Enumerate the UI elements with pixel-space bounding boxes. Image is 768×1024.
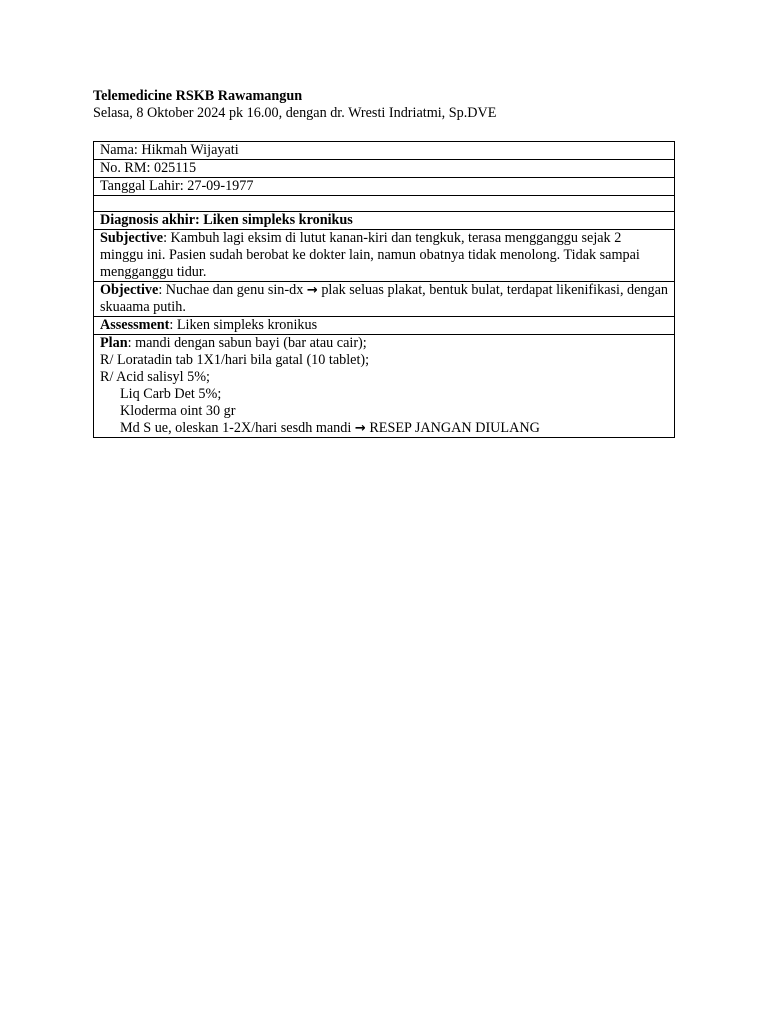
document-title: Telemedicine RSKB Rawamangun	[93, 88, 303, 104]
prescription-line: R/ Acid salisyl 5%;	[100, 369, 210, 385]
table-row	[94, 142, 675, 160]
objective-text-2: plak seluas plakat, bentuk bulat, terdapat likenifikasi, dengan skuaama putih.	[100, 282, 669, 315]
empty-row	[94, 196, 675, 212]
instruction-note: RESEP JANGAN DIULANG	[365, 420, 540, 436]
table-row	[94, 317, 675, 335]
table-row	[94, 230, 675, 282]
final-diagnosis: Diagnosis akhir: Liken simpleks kronikus	[94, 212, 675, 230]
instruction-text: Md S ue, oleskan 1-2X/hari sesdh mandi	[120, 420, 355, 436]
right-arrow-icon: →	[306, 283, 318, 298]
assessment-label: Assessment	[100, 317, 170, 333]
table-row	[94, 335, 675, 438]
right-arrow-icon: →	[354, 421, 366, 436]
plan-section	[94, 335, 675, 438]
table-row	[94, 212, 675, 230]
document-page	[93, 88, 676, 438]
objective-text-1: : Nuchae dan genu sin-dx	[158, 282, 307, 298]
prescription-ingredient: Kloderma oint 30 gr	[120, 403, 236, 419]
medical-record-table	[93, 141, 675, 438]
table-row	[94, 196, 675, 212]
document-subtitle: Selasa, 8 Oktober 2024 pk 16.00, dengan dr. Wresti Indriatmi, Sp.DVE	[93, 105, 497, 121]
plan-text: : mandi dengan sabun bayi (bar atau cair);	[127, 335, 367, 351]
patient-name: Nama: Hikmah Wijayati	[94, 142, 675, 160]
table-row	[94, 160, 675, 178]
subjective-section	[94, 230, 675, 282]
objective-section	[94, 282, 675, 317]
prescription-line: R/ Loratadin tab 1X1/hari bila gatal (10 tablet);	[100, 352, 370, 368]
prescription-ingredient: Liq Carb Det 5%;	[120, 386, 222, 402]
plan-line	[100, 335, 668, 352]
table-row	[94, 178, 675, 196]
table-row	[94, 282, 675, 317]
subjective-text: : Kambuh lagi eksim di lutut kanan-kiri dan tengkuk, terasa mengganggu sejak 2 minggu ini. Pasien sudah berobat ke dokter lain, namun obatnya tidak menolong. Tidak sampai mengganggu tidur.	[100, 230, 640, 280]
assessment-text: : Liken simpleks kronikus	[169, 317, 318, 333]
subjective-label: Subjective	[100, 230, 164, 246]
patient-dob: Tanggal Lahir: 27-09-1977	[94, 178, 675, 196]
patient-rm: No. RM: 025115	[94, 160, 675, 178]
plan-label: Plan	[100, 335, 128, 351]
prescription-instruction	[100, 420, 668, 437]
assessment-section	[94, 317, 675, 335]
objective-label: Objective	[100, 282, 159, 298]
